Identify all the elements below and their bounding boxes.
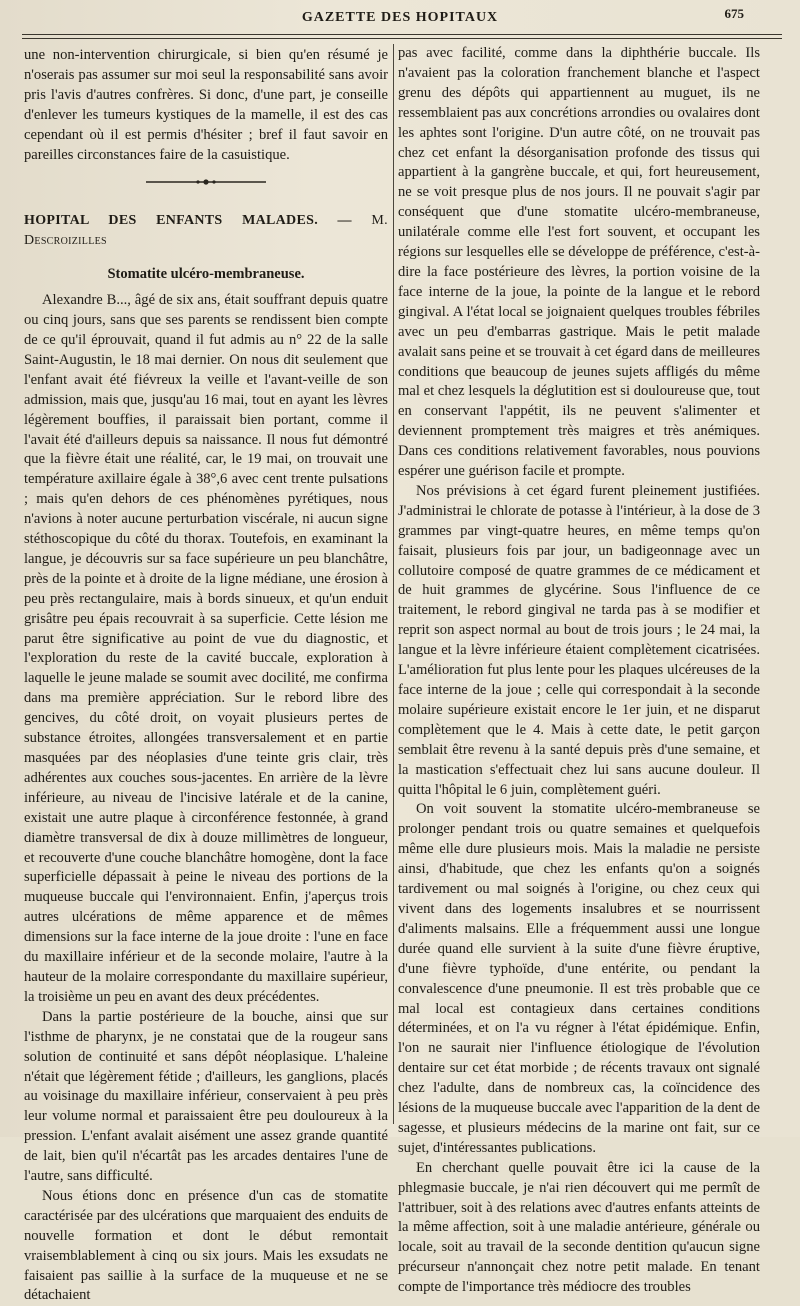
separator-ornament	[146, 179, 266, 185]
header-rule-thin	[22, 38, 782, 39]
page-header	[0, 0, 800, 40]
header-rule	[22, 34, 782, 35]
left-paragraph-1: Alexandre B..., âgé de six ans, était souffrant depuis quatre ou cinq jours, sans que ses parents se rendissent bien compte de ce qu'il éprouvait, quand il fut admis au n° 22 de la salle Saint-Augustin, le 18 mai dernier. On nous dit seulement que l'enfant avait été fiévreux la veille et l'avant-veille de son admission, mais que, jusqu'au 16 mai, tout en ayant les lèvres légèrement bouffies, il paraissait bien portant, comme il l'avait été d'ailleurs depuis sa naissance. Il nous fut démontré que la fièvre était une réalité, car, le 19 mai, on trouvait une température axillaire égale à 38°,6 avec cent trente pulsations ; mais qu'en dehors de ces phénomènes pyrétiques, nous n'avions à noter aucune perturbation viscérale, ni aucun signe stéthoscopique du côté du thorax. Toutefois, en examinant la langue, je découvris sur sa face supérieure un peu blanchâtre, près de la pointe et à droite de la ligne médiane, une érosion à peu près rectangulaire, mais à bords sinueux, et qu'un enduit grisâtre peu épais recouvrait à sa superficie. Cette lésion me parut être significative au point de vue du diagnostic, et l'exploration du reste de la cavité buccale, exploration à laquelle le jeune malade se soumit avec docilité, me confirma dans ma première appréciation. Sur le rebord libre des gencives, du côté droit, on voyait plusieurs pertes de substance étroites, allongées transversalement et en partie masquées par des néoplasies d'une teinte gris clair, très adhérentes aux couches sous-jacentes. En arrière de la lèvre inférieure, au niveau de l'incisive latérale et de la canine, existait une autre plaque à circonférence festonnée, à grand diamètre transversal de dix à douze millimètres de longueur, et recouverte d'une couche blanchâtre homogène, dont la face superficielle dépassait à peine le niveau des portions de la muqueuse buccale qui l'environnaient. Enfin, j'aperçus trois autres ulcérations de même apparence et de mêmes dimensions sur la face interne de la joue droite : l'une en face du maxillaire inférieur et de la seconde molaire, l'autre à la hauteur de la molaire correspondante du maxillaire supérieur, la troisième un peu en avant des deux précédentes.	[24, 292, 388, 1005]
hospital-heading	[24, 211, 388, 251]
right-paragraph-4: En cherchant quelle pouvait être ici la cause de la phlegmasie buccale, je n'ai rien découvert qui me permît de l'attribuer, soit à des relations avec d'autres enfants atteints de la même affection, soit à une maladie antérieure, générale ou locale, soit au travail de la seconde dentition qu'aucun signe précurseur n'annonçait chez notre petit malade. En tenant compte de l'importance très médiocre des troubles	[398, 1159, 760, 1296]
left-paragraph-2: Dans la partie postérieure de la bouche, ainsi que sur l'isthme de pharynx, je ne constatai que de la rougeur sans solution de continuité et sans dépôt néoplasique. L'haleine n'était que légèrement fétide ; d'ailleurs, les ganglions, placés au voisinage du maxillaire inférieur, conservaient à peu près leur volume normal et paraissaient être peu douloureux à la pression. L'enfant avalait aisément une assez grande quantité de lait, bien qu'il n'écartât pas les arcades dentaires l'une de l'autre, sans difficulté.	[24, 1008, 388, 1185]
article-title: Stomatite ulcéro-membraneuse.	[107, 266, 305, 283]
column-divider	[393, 44, 394, 1124]
right-column	[398, 44, 760, 1298]
page-number: 675	[724, 6, 744, 21]
intro-paragraph: une non-intervention chirurgicale, si bien qu'en résumé je n'oserais pas assumer sur moi seul la responsabilité sans avoir pris l'avis d'autres confrères. Si donc, d'une part, je conseille d'enlever les tumeurs kystiques de la mamelle, il est des cas cependant où il est permis d'hésiter ; bref il faut savoir en pareilles circonstances faire de la casuistique.	[24, 47, 388, 163]
right-paragraph-3: On voit souvent la stomatite ulcéro-membraneuse se prolonger pendant trois ou quatre semaines et quelquefois même elle dure plusieurs mois. Mais la maladie ne persiste ainsi, d'habitude, que chez les enfants qu'on a soignés tardivement ou mal soignés à l'origine, ou chez ceux qui vivent dans des logements insalubres et se nourrissent d'aliments malsains. Elle a fréquemment aussi une longue durée quand elle survient à la suite d'une fièvre éruptive, d'une fièvre typhoïde, d'une entérite, ou pendant la convalescence d'une pneumonie. Il est très probable que ce mal local est contagieux dans certaines conditions déterminées, et on l'a vu régner à l'état épidémique. Enfin, l'on ne saurait nier l'influence étiologique de l'évolution dentaire sur cet état morbide ; de récents travaux ont signalé chez l'adulte, dans de nombreux cas, la coïncidence des lésions de la muqueuse buccale avec l'apparition de la dent de sagesse, et plusieurs médecins de la marine ont fait, sur ce sujet, d'intéressantes publications.	[398, 801, 760, 1156]
right-paragraph-2: Nos prévisions à cet égard furent pleinement justifiées. J'administrai le chlorate de potasse à l'intérieur, à la dose de 3 grammes par vingt-quatre heures, en même temps qu'on faisait, plusieurs fois par jour, un badigeonnage avec un collutoire composé de quatre grammes de ce médicament et de huit grammes de glycérine. Sous l'influence de ce traitement, le rebord gingival ne tarda pas à se modifier et reprit son aspect normal au bout de trois jours ; le 24 mai, la langue et la lèvre inférieure étaient complètement cicatrisées. L'amélioration fut plus lente pour les plaques ulcéreuses de la face interne de la joue ; celle qui correspondait à la seconde molaire supérieure existait encore le 1er juin, et ne disparut complètement que le 4. Mais à cette date, le petit garçon semblait être revenu à la santé depuis près d'une semaine, et la mastication s'effectuait chez lui sans aucune douleur. Il quitta l'hôpital le 6 juin, complètement guéri.	[398, 482, 760, 798]
hospital-doctor: M. Descroizilles	[24, 213, 388, 249]
hospital-name: HOPITAL DES ENFANTS MALADES. —	[24, 213, 352, 229]
right-paragraph-1: pas avec facilité, comme dans la diphthérie buccale. Ils n'avaient pas la coloration franchement blanche et l'aspect grenu des dépôts qui appartiennent au muguet, ils ne ressemblaient pas aux concrétions arrondies ou ovalaires dont les aphtes sont l'origine. D'un autre côté, on ne trouvait pas chez cet enfant la désorganisation profonde des tissus qui appartient à la gangrène buccale, et qui, fort heureusement, ne se voit presque plus de nos jours. Il ne pouvait s'agir par conséquent que d'une stomatite ulcéro-membraneuse, unilatérale comme elle l'est fort souvent, et occupant les régions sur lesquelles elle se développe de préférence, c'est-à-dire la face postérieure des lèvres, la portion voisine de la face interne de la joue, la pointe de la langue et le rebord gingival. A l'état local se joignaient quelques troubles fébriles avec un peu d'embarras gastrique. Mais le petit malade avalait sans peine et se trouvait à cet égard dans de meilleures conditions que beaucoup de jeunes sujets affligés du même mal et chez lesquels la déglutition est si douloureuse que, tout en conservant l'appétit, ils ne peuvent s'alimenter et deviennent promptement très maigres et très anémiques. Dans ces conditions relativement favorables, nous pouvions espérer une guérison facile et prompte.	[398, 45, 760, 480]
left-paragraph-3: Nous étions donc en présence d'un cas de stomatite caractérisée par des ulcérations que marquaient des enduits de nouvelle formation et dont le début remontait vraisemblablement à cinq ou six jours. Mais les exsudats ne faisaient pas saillie à la surface de la muqueuse et ne se détachaient	[24, 1187, 388, 1304]
running-title: GAZETTE DES HOPITAUX	[301, 10, 499, 25]
section-separator	[24, 165, 388, 209]
left-column	[24, 46, 388, 1306]
